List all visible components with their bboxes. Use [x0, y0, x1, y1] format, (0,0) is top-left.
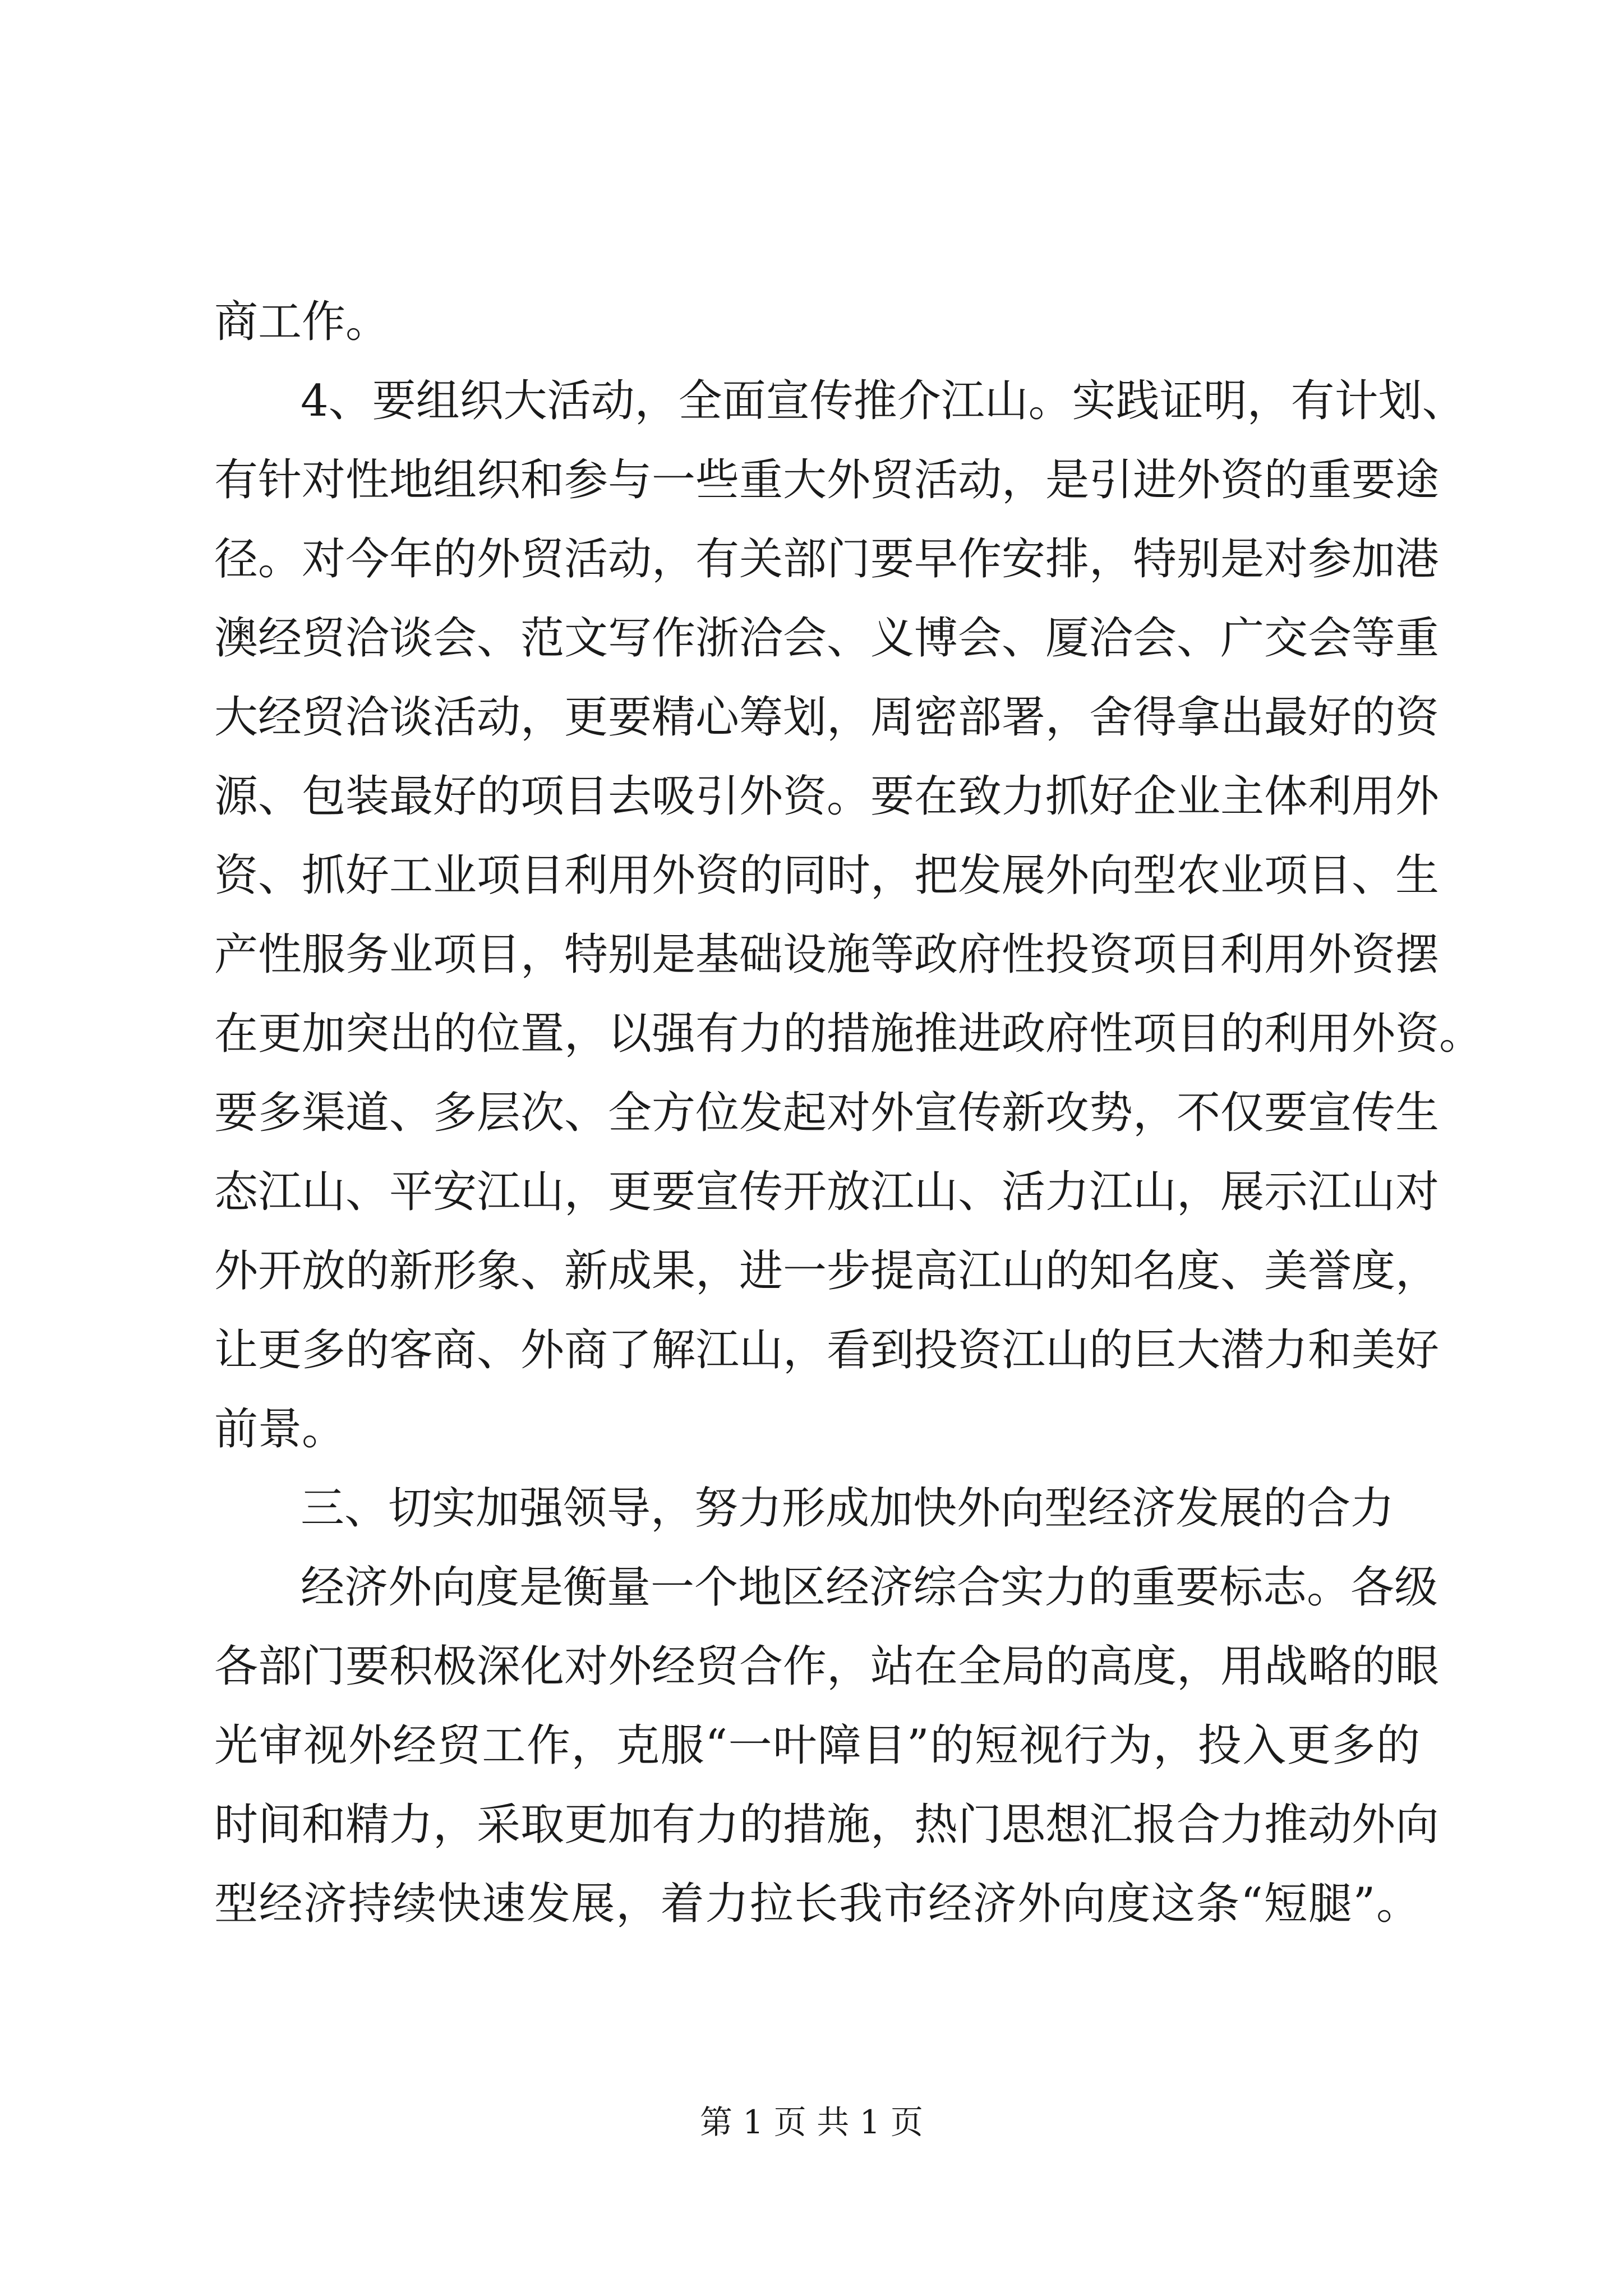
text-line: 径。对今年的外贸活动，有关部门要早作安排，特别是对参加港 [214, 534, 1440, 585]
text-line: 光审视外经贸工作，克服“一叶障目”的短视行为，投入更多的 [214, 1720, 1420, 1771]
page-number-footer: 第 1 页 共 1 页 [700, 2103, 923, 2141]
text-line: 源、包装最好的项目去吸引外资。要在致力抓好企业主体利用外 [214, 771, 1440, 822]
text-line: 4、要组织大活动，全面宣传推介江山。实践证明，有计划、 [301, 376, 1466, 426]
text-line: 各部门要积极深化对外经贸合作，站在全局的高度，用战略的眼 [214, 1641, 1440, 1692]
text-line: 大经贸洽谈活动，更要精心筹划，周密部署，舍得拿出最好的资 [214, 692, 1440, 743]
text-line: 产性服务业项目，特别是基础设施等政府性投资项目利用外资摆 [214, 930, 1440, 980]
text-line: 前景。 [214, 1404, 346, 1455]
text-line: 资、抓好工业项目利用外资的同时，把发展外向型农业项目、生 [214, 850, 1440, 901]
text-line: 态江山、平安江山，更要宣传开放江山、活力江山，展示江山对 [214, 1167, 1440, 1217]
text-line: 澳经贸洽谈会、范文写作浙洽会、义博会、厦洽会、广交会等重 [214, 613, 1440, 664]
text-line: 经济外向度是衡量一个地区经济综合实力的重要标志。各级 [301, 1562, 1438, 1613]
text-line: 有针对性地组织和参与一些重大外贸活动，是引进外资的重要途 [214, 455, 1440, 505]
text-line: 商工作。 [214, 297, 390, 347]
text-line: 在更加突出的位置，以强有力的措施推进政府性项目的利用外资。 [214, 1009, 1483, 1059]
section-heading: 三、切实加强领导，努力形成加快外向型经济发展的合力 [301, 1483, 1395, 1534]
text-line: 外开放的新形象、新成果，进一步提高江山的知名度、美誉度， [214, 1246, 1440, 1296]
text-line: 型经济持续快速发展，着力拉长我市经济外向度这条“短腿”。 [214, 1879, 1420, 1929]
text-line: 让更多的客商、外商了解江山，看到投资江山的巨大潜力和美好 [214, 1325, 1440, 1375]
text-line: 时间和精力，采取更加有力的措施，热门思想汇报合力推动外向 [214, 1800, 1440, 1850]
text-line: 要多渠道、多层次、全方位发起对外宣传新攻势，不仅要宣传生 [214, 1088, 1440, 1138]
